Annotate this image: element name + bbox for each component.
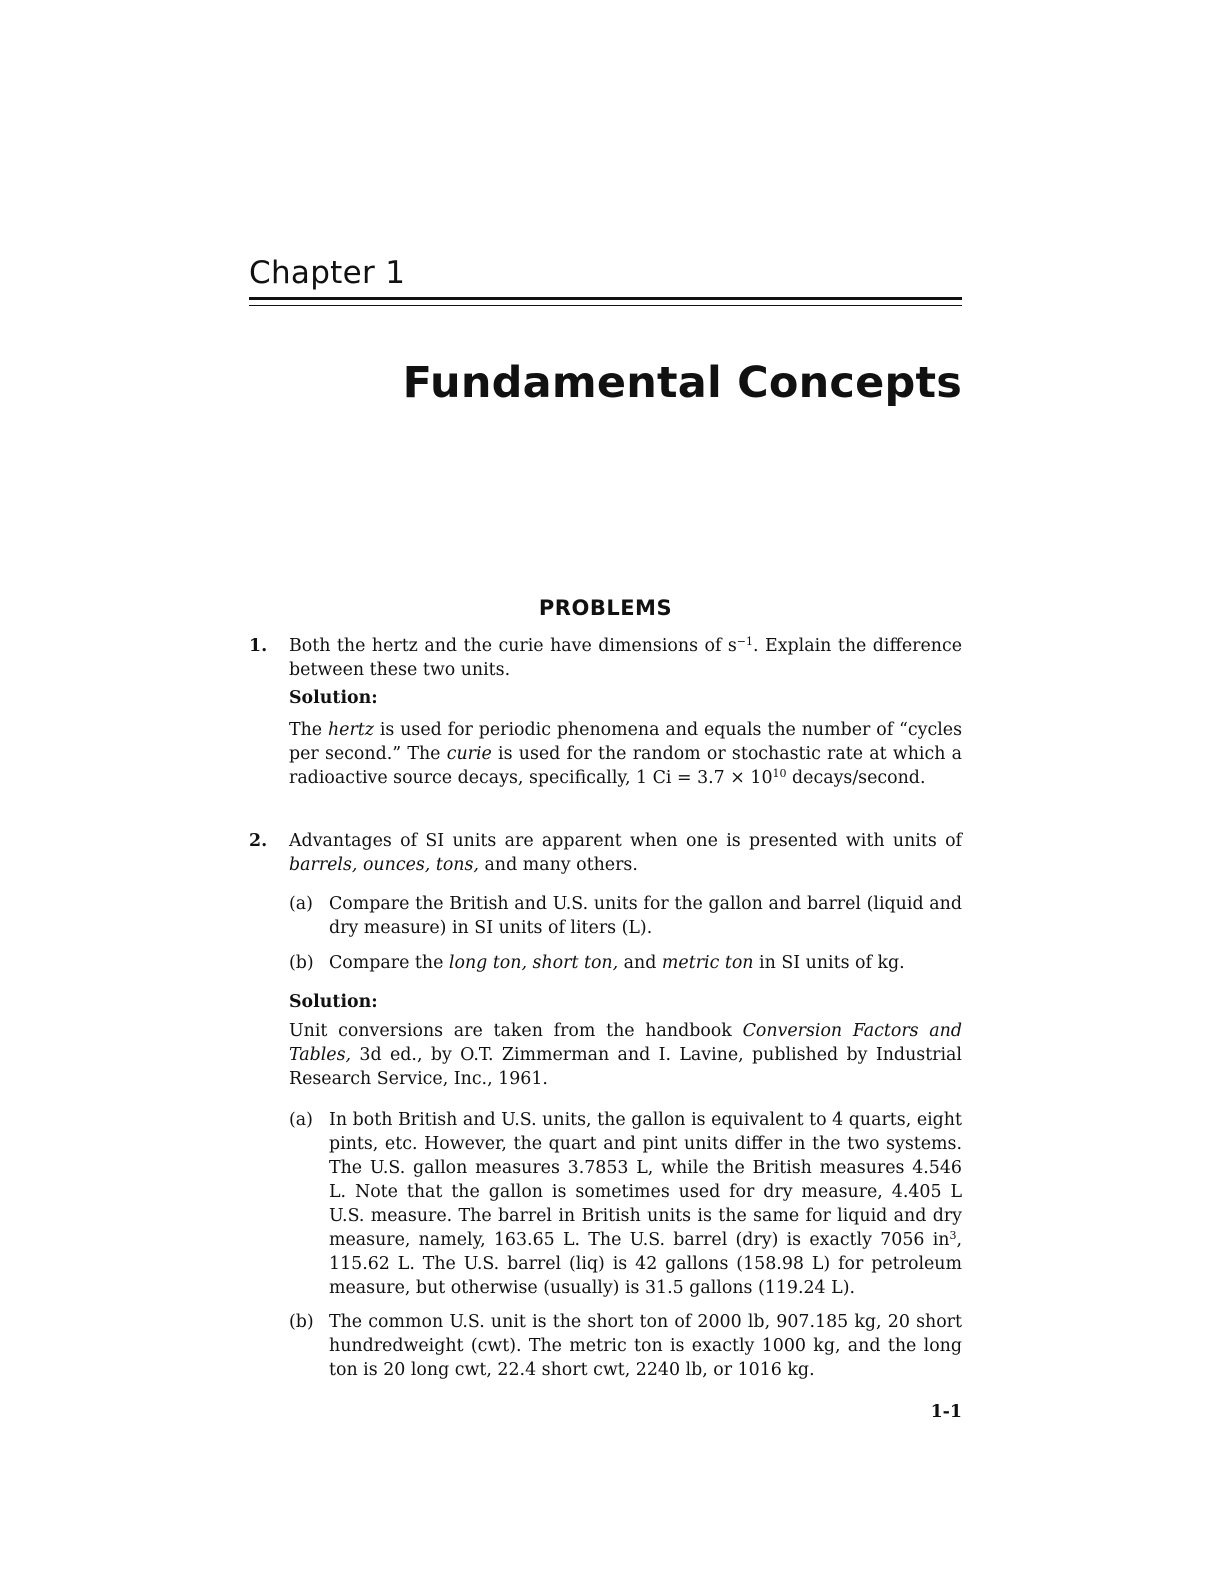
problem-2-answer-a-label: (a) bbox=[289, 1110, 313, 1130]
problem-2-solution-intro: Unit conversions are taken from the handbook Conversion Factors and Tables, 3d ed., by O.T. Zimmerman and I. Lavine, published by Industrial Research Service, Inc., 1961. bbox=[289, 1021, 962, 1089]
page-number: 1-1 bbox=[930, 1402, 962, 1422]
section-heading: PROBLEMS bbox=[538, 596, 673, 620]
problem-1-question: Both the hertz and the curie have dimensions of $s^{-1}$. Explain the difference between these two units. bbox=[289, 635, 962, 680]
problem-1-number: 1. bbox=[249, 636, 268, 656]
problem-2-question: Advantages of SI units are apparent when one is presented with units of barrels, ounces, tons, and many others. bbox=[289, 831, 962, 875]
problem-2-answer-b-label: (b) bbox=[289, 1312, 314, 1332]
problem-2-part-b-label: (b) bbox=[289, 953, 314, 973]
problem-2-number: 2. bbox=[249, 831, 268, 851]
problem-2-part-a-label: (a) bbox=[289, 894, 313, 914]
chapter-label: Chapter 1 bbox=[249, 255, 406, 291]
problem-2-solution-label: Solution: bbox=[289, 992, 378, 1012]
problem-1-solution-label: Solution: bbox=[289, 688, 378, 708]
problem-2-answer-b-text: The common U.S. unit is the short ton of 2000 lb, 907.185 kg, 20 short hundredweight (cwt). The metric ton is exactly 1000 kg, and the long ton is 20 long cwt, 22.4 short cwt, 2240 lb, or 1016 kg. bbox=[329, 1312, 962, 1380]
problem-2-part-a-text: Compare the British and U.S. units for the gallon and barrel (liquid and dry measure) in SI units of liters (L). bbox=[329, 894, 962, 938]
problem-1-solution: The hertz is used for periodic phenomena and equals the number of “cycles per second.” The curie is used for the random or stochastic rate at which a radioactive source decays, specifically, 1 $Ci = 3.7 \times 10^{10}$ decays/second. bbox=[289, 720, 963, 788]
chapter-rule-thick bbox=[249, 297, 962, 300]
chapter-title: Fundamental Concepts bbox=[402, 358, 962, 408]
chapter-rule-thin bbox=[249, 305, 962, 306]
problem-2-part-b-text: Compare the long ton, short ton, and metric ton in SI units of kg. bbox=[329, 953, 905, 973]
problem-2-answer-a-text: In both British and U.S. units, the gallon is equivalent to 4 quarts, eight pints, etc. However, the quart and pint units differ in the two systems. The U.S. gallon measures 3.7853 L, while the British measures 4.546 L. Note that the gallon is sometimes used for dry measure, 4.405 L U.S. measure. The barrel in British units is the same for liquid and dry measure, namely, 163.65 L. The U.S. barrel (dry) is exactly 7056 $in^3$, 115.62 L. The U.S. barrel (liq) is 42 gallons (158.98 L) for petroleum measure, but otherwise (usually) is 31.5 gallons (119.24 L). bbox=[329, 1110, 962, 1298]
